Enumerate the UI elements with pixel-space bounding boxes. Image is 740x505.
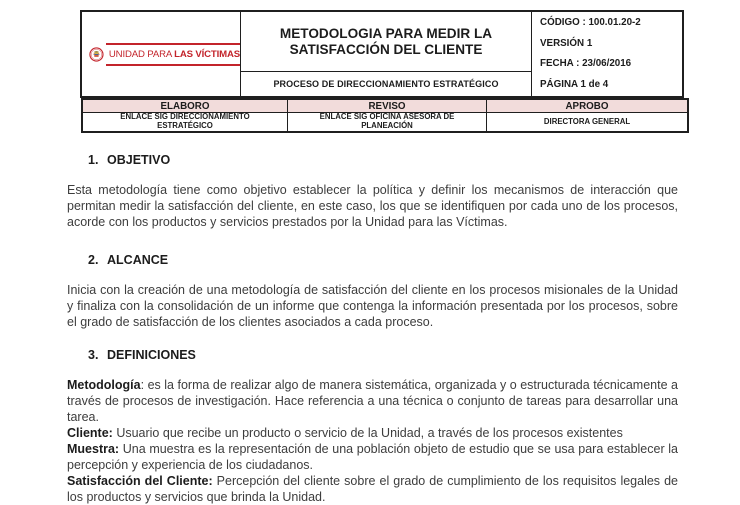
process-label: PROCESO DE DIRECCIONAMIENTO ESTRATÉGICO [273,79,499,89]
signoff-value-reviso-text: ENLACE SIG OFICINA ASESORA DE PLANEACIÓN [319,112,455,130]
logo-text [106,45,240,64]
signoff-header-aprobo: APROBO [487,100,687,113]
section-title: ALCANCE [107,253,169,267]
signoff-value-elaboro [83,113,288,131]
section-heading-objetivo [67,152,678,168]
signoff-value-aprobo-text: DIRECTORA GENERAL [543,116,631,126]
document-meta-cell [531,12,682,96]
definition-muestra [67,441,678,473]
logo-text-bold: LAS VÍCTIMAS [174,48,240,60]
signoff-value-elaboro-text: ENLACE SIG DIRECCIONAMIENTO ESTRATÉGICO [120,112,250,130]
meta-codigo: CÓDIGO : 100.01.20-2 [540,17,641,28]
definition-term: Muestra: [67,442,120,456]
section-title: OBJETIVO [107,153,171,167]
definition-text: : es la forma de realizar algo de manera sistemática, organizada y o estructurada técnicamente a través de procesos de investigación. Hace referencia a una técnica o conjunto de tareas para desarrollar una tarea. [67,378,678,424]
section-heading-alcance [67,252,678,268]
definition-term: Metodología [67,378,141,392]
document-title: METODOLOGIA PARA MEDIR LA SATISFACCIÓN DEL CLIENTE [241,12,531,72]
definition-metodologia [67,377,678,425]
signoff-value-reviso [288,113,487,131]
signoff-value-aprobo [487,113,687,131]
definition-cliente [67,425,678,441]
meta-fecha: FECHA : 23/06/2016 [540,58,632,70]
section-title: DEFINICIONES [107,348,196,362]
definition-text: Percepción del cliente sobre el grado de cumplimiento de los requisitos legales de los productos y servicios que brinda la Unidad. [67,474,679,504]
logo-cell [82,12,241,96]
signoff-table [81,98,689,133]
definition-satisfaccion-del-cliente [67,473,678,505]
definition-term: Satisfacción del Cliente: [67,474,213,488]
section-number: 2. [88,253,99,267]
meta-version: VERSIÓN 1 [540,37,593,49]
section-number: 3. [88,348,99,362]
coat-of-arms-icon [89,39,104,70]
signoff-header-elaboro: ELABORO [83,100,288,113]
logo-rule-bottom-decoration [106,64,240,66]
header-table [80,10,684,98]
section-paragraph-objetivo: Esta metodología tiene como objetivo establecer la política y definir los mecanismos de interacción que permitan medir la satisfacción del cliente, en este caso, los que se identifiquen por cada uno de los procesos, acorde con los productos y servicios prestados por la Unidad para las Víctimas. [67,183,678,229]
logo-wordmark [106,43,240,66]
section-paragraph-alcance: Inicia con la creación de una metodología de satisfacción del cliente en los procesos misionales de la Unidad y finaliza con la consolidación de un informe que contenga la información presentada por los procesos, sobre el grado de satisfacción de los clientes asociados a cada proceso. [67,283,678,329]
section-heading-definiciones [67,347,678,363]
document-body [67,146,678,505]
section-number: 1. [88,153,99,167]
signoff-header-reviso: REVISO [288,100,487,113]
definition-term: Cliente: [67,426,113,440]
definition-text: Una muestra es la representación de una población objeto de estudio que se usa para establecer la percepción y experiencia de los ciudadanos. [67,442,678,472]
logo-text-regular: UNIDAD PARA [108,48,173,60]
definition-text: Usuario que recibe un producto o servicio de la Unidad, a través de los procesos existentes [112,426,623,440]
meta-pagina: PÁGINA 1 de 4 [540,78,609,90]
